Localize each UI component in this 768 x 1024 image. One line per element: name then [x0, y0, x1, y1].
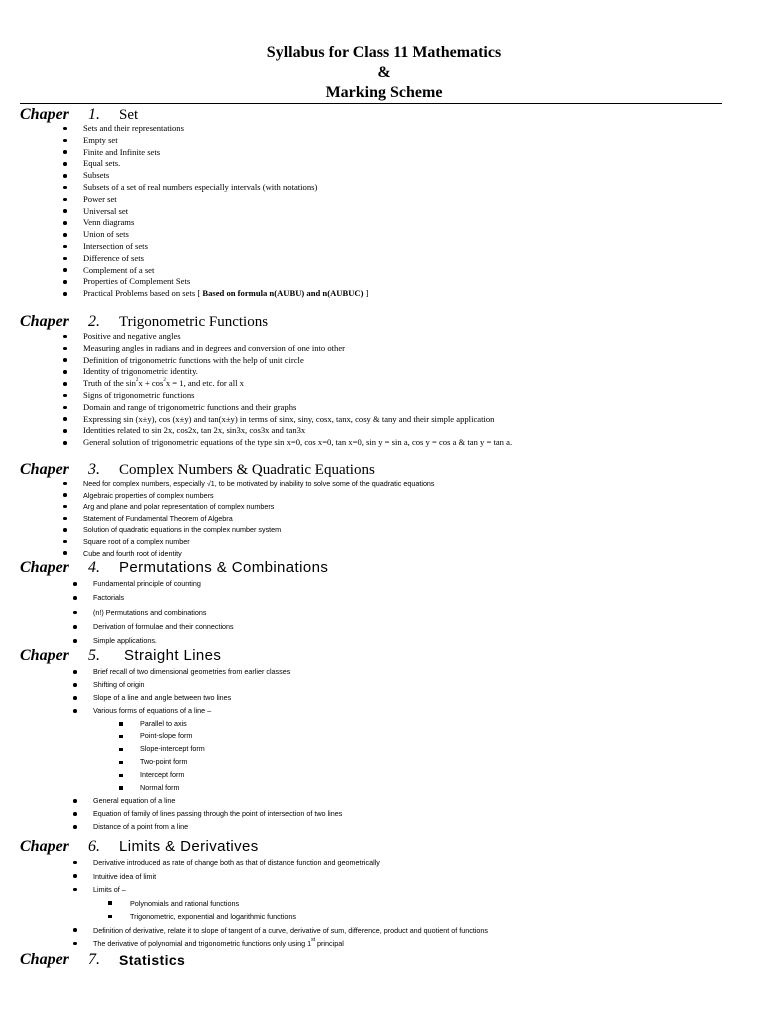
bullet-icon: [73, 942, 77, 946]
bullet-icon: [63, 493, 67, 497]
bullet-icon: [63, 394, 67, 398]
list-item: Brief recall of two dimensional geometries from earlier classes: [0, 666, 342, 679]
list-item: Definition of trigonometric functions with the help of unit circle: [0, 355, 512, 367]
list-item: Cube and fourth root of identity: [0, 548, 435, 560]
bullet-icon: [63, 292, 67, 296]
chapter-title: Set: [119, 107, 139, 123]
bullet-icon: [73, 611, 77, 615]
document-title-line-3: Marking Scheme: [325, 84, 443, 101]
chapter-title: Statistics: [119, 952, 186, 968]
list-item: Power set: [0, 194, 369, 206]
bullet-icon: [63, 517, 67, 521]
square-bullet-icon: [119, 735, 123, 739]
list-item: Complement of a set: [0, 265, 369, 277]
list-item: The derivative of polynomial and trigonometric functions only using 1st principal: [0, 937, 488, 951]
list-item: Properties of Complement Sets: [0, 276, 369, 288]
chapter-4-topic-list: [0, 577, 234, 648]
list-item: Venn diagrams: [0, 217, 369, 229]
bullet-icon: [63, 358, 67, 362]
chapter-5-topic-list: [0, 666, 342, 834]
bullet-icon: [73, 683, 77, 687]
bullet-icon: [63, 233, 67, 237]
bullet-icon: [73, 696, 77, 700]
list-item: (n!) Permutations and combinations: [0, 606, 234, 620]
chapter-title: Permutations & Combinations: [119, 559, 329, 576]
square-bullet-icon: [119, 748, 123, 752]
list-item: Arg and plane and polar representation of complex numbers: [0, 501, 435, 513]
bullet-icon: [63, 551, 67, 555]
list-item: Statement of Fundamental Theorem of Algebra: [0, 513, 435, 525]
chapter-title: Straight Lines: [124, 647, 222, 664]
bullet-icon: [63, 441, 67, 445]
bullet-icon: [63, 417, 67, 421]
bullet-icon: [73, 825, 77, 829]
square-bullet-icon: [119, 722, 123, 726]
document-title-ampersand: &: [377, 64, 391, 81]
bullet-icon: [63, 347, 67, 351]
chapter-word: Chaper: [20, 461, 69, 478]
bullet-icon: [73, 670, 77, 674]
bullet-icon: [63, 482, 67, 486]
chapter-title: Trigonometric Functions: [119, 314, 269, 330]
square-bullet-icon: [119, 774, 123, 778]
list-item: Factorials: [0, 591, 234, 605]
list-item: Equation of family of lines passing through the point of intersection of two lines: [0, 808, 342, 821]
list-item: Solution of quadratic equations in the complex number system: [0, 524, 435, 536]
list-item: Identities related to sin 2x, cos2x, tan 2x, sin3x, cos3x and tan3x: [0, 425, 512, 437]
list-item: Identity of trigonometric identity.: [0, 366, 512, 378]
list-item: Intuitive idea of limit: [0, 870, 488, 884]
sub-list-item: Intercept form: [0, 769, 342, 782]
list-item: Simple applications.: [0, 634, 234, 648]
square-bullet-icon: [108, 915, 112, 919]
list-item: Slope of a line and angle between two lines: [0, 692, 342, 705]
list-item: Positive and negative angles: [0, 331, 512, 343]
bullet-icon: [63, 406, 67, 410]
list-item: Measuring angles in radians and in degrees and conversion of one into other: [0, 343, 512, 355]
document-title-line-1: Syllabus for Class 11 Mathematics: [266, 44, 502, 61]
sub-list-item: Parallel to axis: [0, 718, 342, 731]
bullet-icon: [73, 709, 77, 713]
bullet-icon: [63, 505, 67, 509]
chapter-title: Complex Numbers & Quadratic Equations: [119, 462, 375, 478]
bullet-icon: [63, 127, 67, 131]
sub-list-item: Polynomials and rational functions: [0, 897, 488, 911]
list-item: Truth of the $\sin^2x + \cos^2x = 1$, and etc. for all x: [0, 378, 512, 390]
square-bullet-icon: [119, 786, 123, 790]
list-item: Fundamental principle of counting: [0, 577, 234, 591]
sub-list-item: Normal form: [0, 782, 342, 795]
list-item: Expressing sin (x±y), cos (x±y) and tan(x±y) in terms of sinx, siny, cosx, tanx, cosy & tany and their simple application: [0, 414, 512, 426]
bullet-icon: [63, 245, 67, 249]
chapter-word: Chaper: [20, 951, 69, 968]
list-item: Finite and Infinite sets: [0, 147, 369, 159]
chapter-word: Chaper: [20, 106, 69, 123]
list-item: Square root of a complex number: [0, 536, 435, 548]
bullet-icon: [73, 639, 77, 643]
bullet-icon: [73, 625, 77, 629]
bullet-icon: [73, 928, 77, 932]
sub-list-item: Trigonometric, exponential and logarithmic functions: [0, 910, 488, 924]
square-bullet-icon: [119, 761, 123, 765]
list-item: General solution of trigonometric equations of the type sin x=0, cos x=0, tan x=0, sin y = sin a, cos y = cos a & tan y = tan a.: [0, 437, 512, 449]
chapter-6-topic-list: [0, 856, 488, 951]
list-item: Distance of a point from a line: [0, 821, 342, 834]
bullet-icon: [63, 162, 67, 166]
list-item: Limits of –: [0, 883, 488, 897]
list-item: Algebraic properties of complex numbers: [0, 490, 435, 502]
list-item: Union of sets: [0, 229, 369, 241]
chapter-2-topic-list: [0, 331, 512, 449]
list-item: Signs of trigonometric functions: [0, 390, 512, 402]
list-item: Equal sets.: [0, 158, 369, 170]
bullet-icon: [63, 150, 67, 154]
bullet-icon: [63, 528, 67, 532]
list-item: Sets and their representations: [0, 123, 369, 135]
bullet-icon: [63, 429, 67, 433]
bullet-icon: [63, 221, 67, 225]
bullet-icon: [73, 861, 77, 865]
chapter-number: 3.: [88, 461, 100, 478]
list-item: Derivation of formulae and their connections: [0, 620, 234, 634]
bullet-icon: [73, 888, 77, 892]
list-item: Domain and range of trigonometric functions and their graphs: [0, 402, 512, 414]
bullet-icon: [63, 382, 67, 386]
sub-list-item: Point-slope form: [0, 730, 342, 743]
bullet-icon: [73, 596, 77, 600]
bullet-icon: [73, 582, 77, 586]
bullet-icon: [73, 874, 77, 878]
chapter-number: 2.: [88, 313, 100, 330]
bullet-icon: [63, 268, 67, 272]
bullet-icon: [63, 209, 67, 213]
list-item: Empty set: [0, 135, 369, 147]
list-item: Universal set: [0, 206, 369, 218]
bullet-icon: [63, 257, 67, 261]
bullet-icon: [63, 198, 67, 202]
chapter-3-topic-list: [0, 478, 435, 559]
chapter-number: 7.: [88, 951, 100, 968]
list-item: Derivative introduced as rate of change both as that of distance function and geometrically: [0, 856, 488, 870]
list-item: Need for complex numbers, especially √1, to be motivated by inability to solve some of the quadratic equations: [0, 478, 435, 490]
chapter-title: Limits & Derivatives: [119, 838, 259, 855]
chapter-number: 5.: [88, 647, 100, 664]
bullet-icon: [63, 335, 67, 339]
bullet-icon: [73, 799, 77, 803]
bullet-icon: [63, 540, 67, 544]
list-item: Practical Problems based on sets [ Based on formula n(AUBU) and n(AUBUC) ]: [0, 288, 369, 300]
sub-list-item: Two-point form: [0, 756, 342, 769]
list-item: Various forms of equations of a line –: [0, 705, 342, 718]
chapter-1-topic-list: [0, 123, 369, 300]
list-item: General equation of a line: [0, 795, 342, 808]
bullet-icon: [63, 280, 67, 284]
list-item: Subsets of a set of real numbers especially intervals (with notations): [0, 182, 369, 194]
chapter-number: 6.: [88, 838, 100, 855]
list-item: Intersection of sets: [0, 241, 369, 253]
list-item: Definition of derivative, relate it to slope of tangent of a curve, derivative of sum, difference, product and quotient of functions: [0, 924, 488, 938]
chapter-word: Chaper: [20, 559, 69, 576]
bullet-icon: [63, 139, 67, 143]
bullet-icon: [63, 174, 67, 178]
chapter-word: Chaper: [20, 647, 69, 664]
bullet-icon: [63, 186, 67, 190]
chapter-number: 4.: [88, 559, 100, 576]
list-item: Difference of sets: [0, 253, 369, 265]
chapter-word: Chaper: [20, 838, 69, 855]
chapter-number: 1.: [88, 106, 100, 123]
square-bullet-icon: [108, 901, 112, 905]
bullet-icon: [63, 370, 67, 374]
list-item: Subsets: [0, 170, 369, 182]
sub-list-item: Slope-intercept form: [0, 743, 342, 756]
list-item: Shifting of origin: [0, 679, 342, 692]
chapter-word: Chaper: [20, 313, 69, 330]
bullet-icon: [73, 812, 77, 816]
